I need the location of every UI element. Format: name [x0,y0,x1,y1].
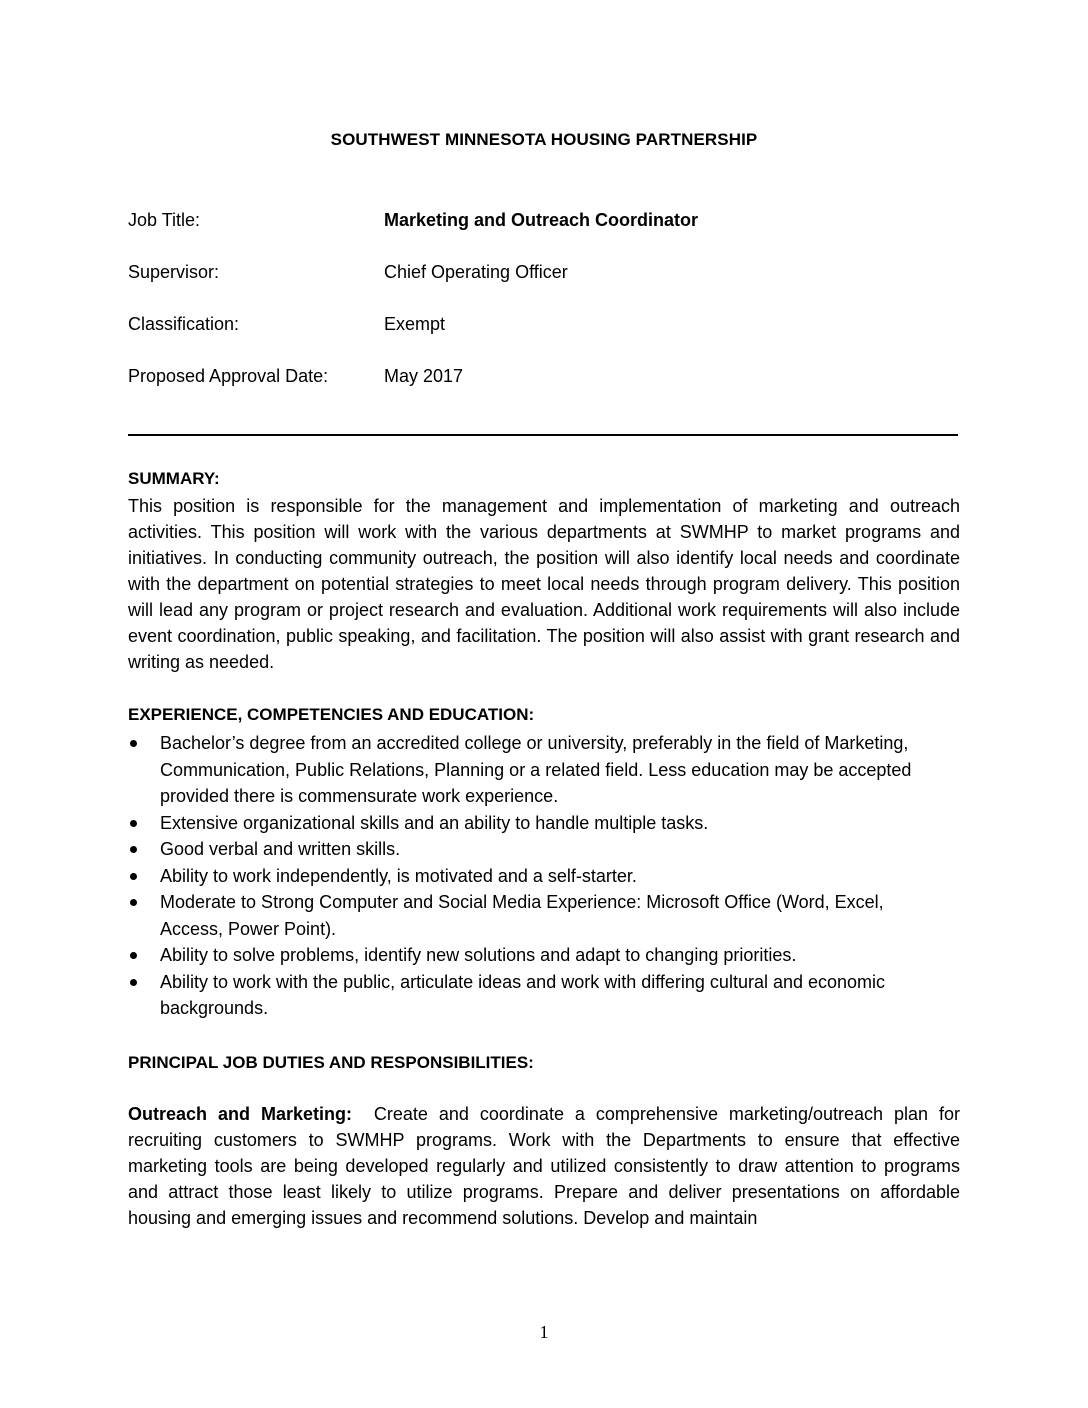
approval-date-label: Proposed Approval Date: [128,366,329,386]
list-item-text: Ability to work with the public, articulate ideas and work with differing cultural and economic backgrounds. [160,971,886,1018]
outreach-paragraph [128,1101,960,1231]
page-number: 1 [539,1322,549,1342]
list-item-text: Ability to work independently, is motivated and a self-starter. [160,865,637,886]
supervisor-label: Supervisor: [128,262,220,282]
job-title-value: Marketing and Outreach Coordinator [384,210,699,230]
classification-value: Exempt [384,314,446,334]
experience-list [128,730,948,1022]
outreach-text: Create and coordinate a comprehensive marketing/outreach plan for recruiting customers to SWMHP programs. Work with the Departments to ensure that effective marketing tools are being developed regularly and utilized consistently to draw attention to programs and attract those least likely to utilize programs. Prepare and deliver presentations on affordable housing and emerging issues and recommend solutions. Develop and maintain [128,1104,960,1228]
bullet-icon [130,899,137,906]
list-item-text: Extensive organizational skills and an ability to handle multiple tasks. [160,812,709,833]
list-item [128,889,948,942]
bullet-icon [130,873,137,880]
list-item-text: Moderate to Strong Computer and Social Media Experience: Microsoft Office (Word, Excel, Access, Power Point). [160,892,884,939]
summary-text: This position is responsible for the management and implementation of marketing and outreach activities. This position will work with the various departments at SWMHP to market programs and initiatives. In conducting community outreach, the position will also identify local needs and coordinate with the department on potential strategies to meet local needs through program delivery. This position will lead any program or project research and evaluation. Additional work requirements will also include event coordination, public speaking, and facilitation. The position will also assist with grant research and writing as needed. [128,496,960,672]
list-item-text: Bachelor’s degree from an accredited college or university, preferably in the field of Marketing, Communication, Public Relations, Planning or a related field. Less education may be accepted provided there is commensurate work experience. [160,733,912,806]
bullet-icon [130,740,137,747]
duties-heading: PRINCIPAL JOB DUTIES AND RESPONSIBILITIES: [128,1053,534,1072]
classification-label: Classification: [128,314,240,334]
bullet-icon [130,979,137,986]
bullet-icon [130,952,137,959]
list-item [128,836,948,863]
bullet-icon [130,820,137,827]
summary-heading: SUMMARY: [128,469,220,488]
job-title-label: Job Title: [128,210,201,230]
list-item [128,863,948,890]
list-item [128,810,948,837]
horizontal-divider [128,434,958,436]
list-item [128,942,948,969]
list-item [128,730,948,810]
list-item-text: Ability to solve problems, identify new solutions and adapt to changing priorities. [160,945,797,965]
bullet-icon [130,846,137,853]
job-info-block [128,209,958,389]
outreach-heading: Outreach and Marketing: [128,1104,352,1124]
organization-title: SOUTHWEST MINNESOTA HOUSING PARTNERSHIP [330,130,758,149]
experience-heading: EXPERIENCE, COMPETENCIES AND EDUCATION: [128,705,535,724]
approval-date-value: May 2017 [384,366,464,386]
supervisor-value: Chief Operating Officer [384,262,568,282]
list-item-text: Good verbal and written skills. [160,839,401,859]
list-item [128,969,948,1022]
